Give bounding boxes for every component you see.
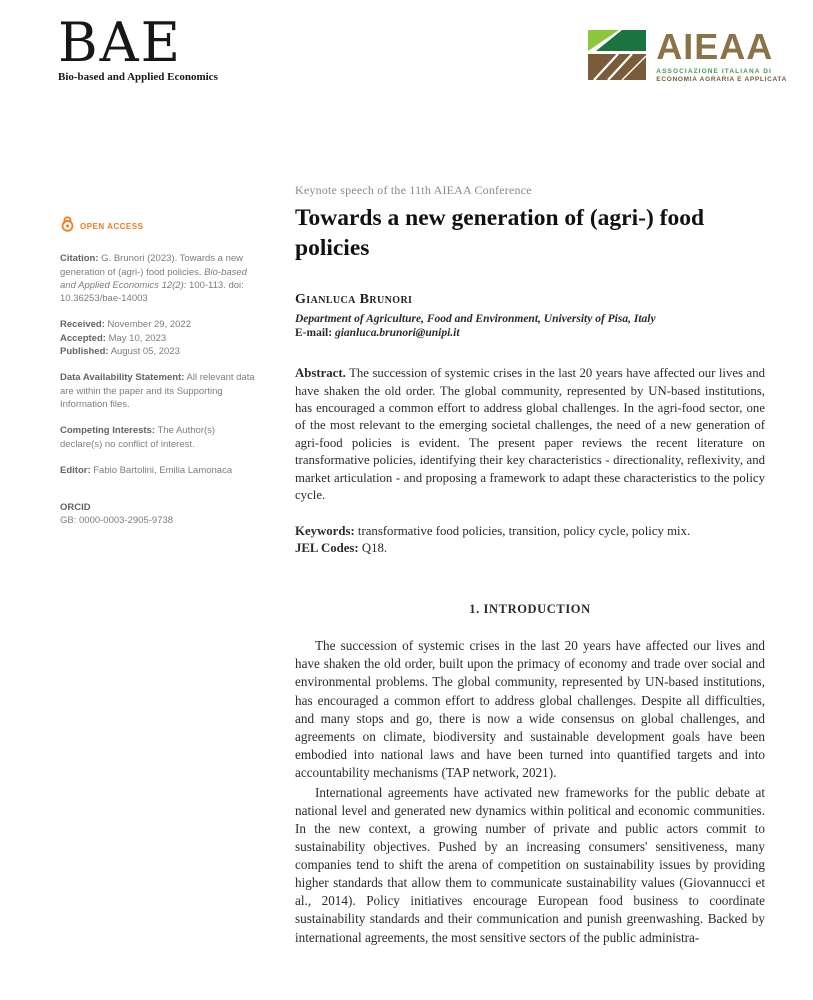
article-title: Towards a new generation of (agri-) food policies — [295, 205, 705, 262]
journal-logo-subtitle: Bio-based and Applied Economics — [58, 71, 218, 83]
orcid-id: GB: 0000-0003-2905-9738 — [60, 515, 174, 527]
accepted-date: May 10, 2023 — [108, 332, 167, 344]
section-heading-introduction: 1. INTRODUCTION — [469, 602, 591, 617]
body-paragraph-1: The succession of systemic crises in the last 20 years have affected our lives and have shaken the old order, built upon the primacy of economy and trade over social and environmental problems. The global community, represented by UN-based institutions, has encouraged a common effort to address global challenges. Despite all difficulties, and many stops and go, there is now a wide consensus on global challenges, and agreements on climate, biodiversity and sustainable development goals have been embodied into national laws and have been turned into quantified targets and into accountability mechanisms (TAP network, 2021). — [295, 638, 765, 780]
keywords-label: Keywords: — [295, 524, 355, 539]
citation-journal: Bio-based and Applied Economics 12(2): — [60, 266, 247, 291]
competing-interests-text: The Author(s) declare(s) no conflict of interest. — [60, 425, 216, 450]
citation-text: G. Brunori (2023). Towards a new generation of (agri-) food policies. — [60, 253, 244, 278]
editor-block — [60, 464, 256, 477]
citation-doi: 100-113. doi: 10.36253/bae-14003 — [60, 279, 244, 305]
abstract-label: Abstract. — [295, 366, 346, 381]
received-date: November 29, 2022 — [107, 319, 191, 331]
accepted-label: Accepted: — [60, 332, 106, 344]
article-kicker: Keynote speech of the 11th AIEAA Conference — [295, 183, 532, 197]
email-link[interactable]: gianluca.brunori@unipi.it — [334, 327, 460, 340]
article-affiliation: Department of Agriculture, Food and Environment, University of Pisa, Italy — [295, 313, 656, 326]
journal-logo — [58, 11, 218, 83]
data-availability-text: All relevant data are within the paper and its Supporting Information files. — [60, 372, 255, 410]
dates-block — [60, 318, 256, 358]
open-access-label: OPEN ACCESS — [80, 221, 144, 231]
data-availability-label: Data Availability Statement: — [60, 372, 185, 384]
citation-block — [60, 252, 256, 305]
orcid-label: ORCID — [60, 502, 91, 514]
published-line — [60, 345, 256, 358]
orcid-block — [60, 501, 256, 528]
published-date: August 05, 2023 — [110, 346, 180, 358]
competing-interests-label: Competing Interests: — [60, 425, 156, 437]
aieaa-logo-icon — [588, 30, 646, 85]
competing-interests-block — [60, 424, 256, 451]
article-author: Gianluca Brunori — [295, 292, 413, 308]
email-label: E-mail: — [295, 327, 333, 340]
editor-label: Editor: — [60, 464, 91, 476]
open-access-badge — [60, 216, 256, 236]
publisher-logo — [588, 26, 787, 85]
received-line — [60, 318, 256, 331]
article-metadata-sidebar — [60, 216, 256, 541]
article-abstract — [295, 365, 765, 504]
keywords-text: transformative food policies, transition, policy cycle, policy mix. — [357, 524, 691, 539]
publisher-subtitle-line2: ECONOMIA AGRARIA E APPLICATA — [656, 76, 787, 84]
abstract-text: The succession of systemic crises in the last 20 years have affected our lives and have shaken the old order. The global community, represented by UN-based institutions, has encouraged a common effort to address global challenges. In the agri-food sector, one of the most relevant to the emerging societal challenges, the need of a new generation of agri-food policies is evident. The present paper reviews the recent literature on transformative policies, identifying their key characteristics - directionality, reflexivity, and market articulation - and proposing a framework to adapt these characteristics to the policy cycle. — [295, 366, 765, 502]
article-email-line — [295, 327, 765, 339]
open-access-icon — [60, 216, 75, 236]
jel-text: Q18. — [361, 541, 388, 556]
accepted-line — [60, 332, 256, 345]
published-label: Published: — [60, 346, 109, 358]
editor-names: Fabio Bartolini, Emilia Lamonaca — [93, 464, 233, 476]
publisher-name: AIEAA — [656, 26, 774, 67]
received-label: Received: — [60, 319, 105, 331]
article-main-column — [295, 183, 765, 947]
article-jel-codes — [295, 541, 765, 556]
citation-label: Citation: — [60, 253, 99, 265]
publisher-subtitle-line1: ASSOCIAZIONE ITALIANA DI — [656, 68, 772, 76]
jel-label: JEL Codes: — [295, 541, 359, 556]
data-availability-block — [60, 371, 256, 411]
article-keywords — [295, 524, 765, 539]
journal-logo-text: BAE — [58, 11, 183, 74]
body-paragraph-2: International agreements have activated new frameworks for the public debate at national level and generated new dynamics within political and economic communities. In the new context, a growing number of private and public actors commit to sustainability objectives. Pushed by an increasing consumers' sensitiveness, many companies tend to shift the arena of competition on sustainability issues by providing higher standards that allow them to communicate sustainability values (Giovannucci et al., 2014). Policy initiatives encourage European food business to coordinate sustainability standards and their communication and punish greenwashing. Backed by international agreements, the most sensitive sectors of the public administra- — [295, 784, 765, 945]
